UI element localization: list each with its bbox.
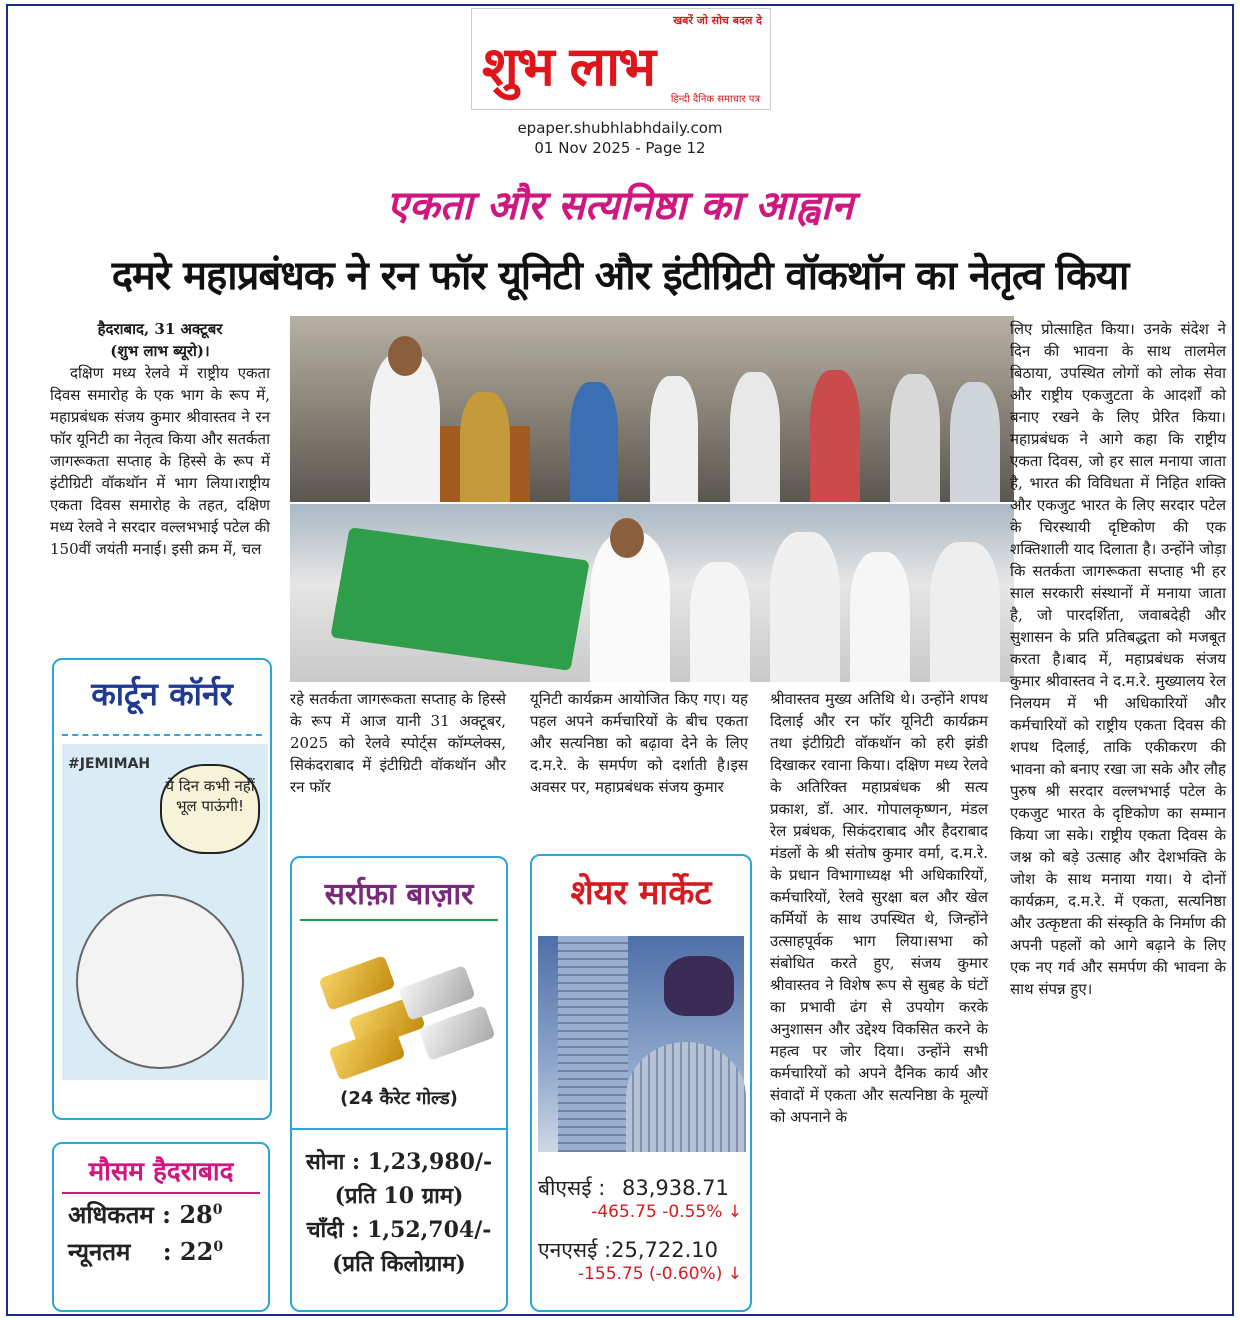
bse-value: 83,938.71 <box>622 1176 729 1200</box>
bse-label: बीएसई : <box>538 1176 606 1200</box>
cartoon-hashtag: #JEMIMAH <box>68 756 151 772</box>
degree-symbol: 0 <box>213 1239 224 1255</box>
edition-info <box>470 118 770 158</box>
article-kicker: एकता और सत्यनिष्ठा का आह्वान <box>386 182 854 229</box>
event-photo-flag-off <box>290 504 1014 682</box>
sarafa-caption: (24 कैरेट गोल्ड) <box>340 1088 458 1109</box>
masthead-tagline: खबरें जो सोच बदल दे <box>673 14 762 27</box>
weather-title: मौसम हैदराबाद <box>62 1152 260 1194</box>
dome-icon <box>626 1042 746 1152</box>
masthead-subtitle: हिन्दी दैनिक समाचार पत्र <box>670 94 760 105</box>
nse-value: 25,722.10 <box>611 1238 719 1262</box>
nse-change: -155.75 (-0.60%) ↓ <box>577 1264 742 1284</box>
article-headline: दमरे महाप्रबंधक ने रन फॉर यूनिटी और इंटीग्रिटी वॉकथॉन का नेतृत्व किया <box>111 253 1129 299</box>
green-flag <box>330 527 589 671</box>
tower-icon <box>558 936 628 1152</box>
weather-max-value: 28 <box>179 1200 213 1229</box>
bull-icon <box>664 956 734 1016</box>
bse-change: -465.75 -0.55% ↓ <box>591 1202 742 1222</box>
speech-bubble: ये दिन कभी नहीं भूल पाऊंगी! <box>160 764 260 854</box>
cricket-ball-icon <box>76 894 244 1069</box>
article-column-1 <box>50 318 270 560</box>
article-text-1: दक्षिण मध्य रेलवे में राष्ट्रीय एकता दिवस समारोह के एक भाग के रूप में, महाप्रबंधक संजय कुमार श्रीवास्तव ने रन फॉर यूनिटी का नेतृत्व किया और सतर्कता जागरूकता सप्ताह के हिस्से के रूप में इंटीग्रिटी वॉकथॉन में भाग लिया।राष्ट्रीय एकता दिवस समारोह के तहत, दक्षिण मध्य रेलवे ने सरदार वल्लभभाई पटेल की 150वीं जयंती मनाई। इसी क्रम में, चल <box>50 364 270 558</box>
article-column-5: लिए प्रोत्साहित किया। उनके संदेश ने दिन की भावना के साथ तालमेल बिठाया, उपस्थित लोगों को लोक सेवा और राष्ट्रीय एकजुटता के आदर्शों को बनाए रखने के लिए प्रेरित किया। महाप्रबंधक ने आगे कहा कि राष्ट्रीय एकता दिवस, जो हर साल मनाया जाता है, भारत की विविधता में निहित शक्ति और एकजुट भारत के लिए सरदार पटेल के चिरस्थायी दृष्टिकोण की एक शक्तिशाली याद दिलाता है। उन्होंने जोड़ा कि सतर्कता जागरूकता सप्ताह भी हर साल सरकारी संस्थानों में मनाया जाता है, जो पारदर्शिता, जवाबदेही और सुशासन के प्रति प्रतिबद्धता को मजबूत करता है।बाद में, महाप्रबंधक संजय कुमार श्रीवास्तव ने द.म.रे. मुख्यालय रेल निलयम में भी अधिकारियों और कर्मचारियों को राष्ट्रीय एकता दिवस की शपथ दिलाई, ताकि एकीकरण की भावना को बनाए रखा जा सके और लौह पुरुष श्री सरदार वल्लभभाई पटेल के एकजुट भारत के दृष्टिकोण का सम्मान किया जा सके। राष्ट्रीय एकता दिवस के जश्न को बड़े उत्साह और देशभक्ति के जोश के साथ मनाया गया। ये दोनों कार्यक्रम, द.म.रे. में एकता, सत्यनिष्ठा और उत्कृष्टता की संस्कृति के निर्माण की अपनी पहलों को आगे बढ़ाने के लिए एक नए गर्व और समर्पण की भावना के साथ संपन्न हुए। <box>1010 320 1226 998</box>
share-market-box <box>530 854 752 1312</box>
cartoon-corner-box <box>52 658 272 1120</box>
edition-url[interactable]: epaper.shubhlabhdaily.com <box>517 119 723 137</box>
event-photo-oath <box>290 316 1014 502</box>
sarafa-bazaar-box <box>290 856 508 1312</box>
masthead-logo[interactable] <box>471 8 771 110</box>
bureau-credit: (शुभ लाभ ब्यूरो)। <box>110 342 210 360</box>
edition-date-page: 01 Nov 2025 - Page 12 <box>534 139 706 157</box>
nse-row <box>532 1236 750 1284</box>
degree-symbol: 0 <box>212 1202 223 1218</box>
cartoon-corner-title: कार्टून कॉर्नर <box>91 675 233 713</box>
article-column-4: श्रीवास्तव मुख्य अतिथि थे। उन्होंने शपथ दिलाई और रन फॉर यूनिटी कार्यक्रम तथा इंटीग्रिटी वॉकथॉन को हरी झंडी दिखाकर रवाना किया। दक्षिण मध्य रेलवे के अतिरिक्त महाप्रबंधक श्री सत्य प्रकाश, डॉ. आर. गोपालकृष्णन, मंडल रेल प्रबंधक, सिकंदराबाद और हैदराबाद मंडलों के श्री संतोष कुमार वर्मा, द.म.रे. के प्रधान विभागाध्यक्ष भी अधिकारियों, कर्मचारियों, रेलवे सुरक्षा बल और खेल कर्मियों के साथ उपस्थित थे, जिन्होंने उत्साहपूर्वक भाग लिया।सभा को संबोधित करते हुए, संजय कुमार श्रीवास्तव ने विशेष रूप से सुबह के घंटों का प्रभावी ढंग से उपयोग करके अनुशासन और उद्देश्य विकसित करने के महत्व पर जोर दिया। उन्होंने सभी कर्मचारियों को अपने दैनिक कार्य और संवादों में एकता और सत्यनिष्ठा के मूल्यों को अपनाने के <box>770 690 988 1126</box>
gold-price: सोना : 1,23,980/- <box>305 1149 493 1175</box>
article-column-2: रहे सतर्कता जागरूकता सप्ताह के हिस्से के रूप में आज यानी 31 अक्टूबर, 2025 को रेलवे स्पोर्ट्स कॉम्प्लेक्स, सिकंदराबाद में इंटीग्रिटी वॉकथॉन और रन फॉर <box>290 690 506 796</box>
sarafa-title: सर्राफ़ा बाज़ार <box>300 872 498 921</box>
silver-unit: (प्रति किलोग्राम) <box>332 1251 466 1277</box>
cartoon-illustration <box>62 744 268 1080</box>
article-column-3: यूनिटी कार्यक्रम आयोजित किए गए। यह पहल अपने कर्मचारियों के बीच एकता और सत्यनिष्ठा को बढ़ावा देने के लिए द.म.रे. के समर्पण को दर्शाती है।इस अवसर पर, महाप्रबंधक संजय कुमार <box>530 690 748 796</box>
masthead-name: शुभ लाभ <box>482 34 655 98</box>
gold-unit: (प्रति 10 ग्राम) <box>334 1183 464 1209</box>
weather-min-value: : 22 <box>162 1237 214 1266</box>
nse-label: एनएसई : <box>538 1238 612 1262</box>
weather-box <box>52 1142 270 1312</box>
silver-price: चाँदी : 1,52,704/- <box>306 1217 492 1243</box>
gold-bars-image <box>312 946 490 1076</box>
weather-max <box>68 1198 268 1231</box>
weather-min-label: न्यूनतम <box>68 1237 131 1266</box>
stock-exchange-image <box>538 936 744 1152</box>
weather-min <box>68 1235 268 1268</box>
share-market-title: शेयर मार्केट <box>570 873 712 913</box>
weather-max-label: अधिकतम : <box>68 1200 171 1229</box>
bse-row <box>532 1174 750 1222</box>
dateline: हैदराबाद, 31 अक्टूबर <box>97 320 223 338</box>
